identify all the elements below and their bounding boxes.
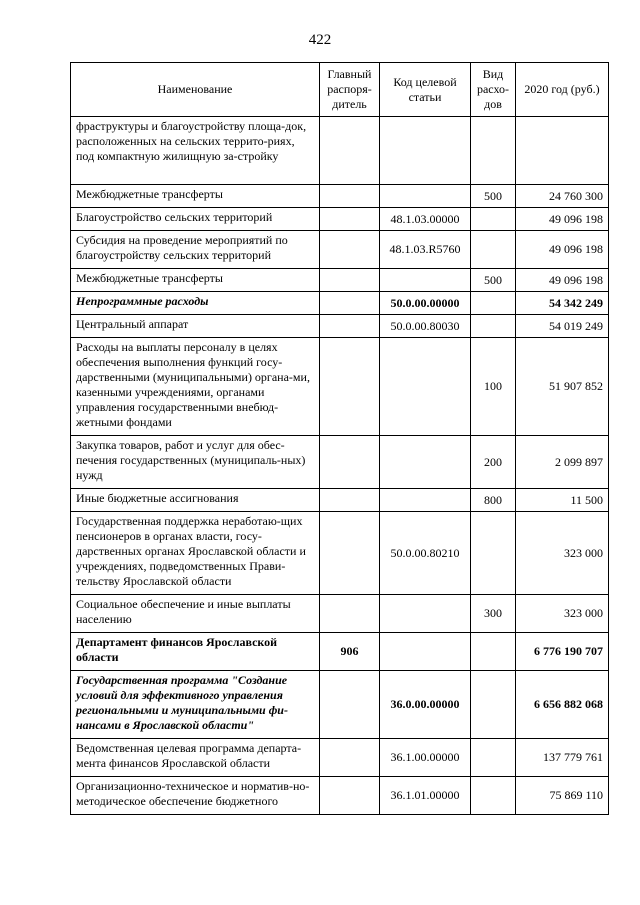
row-type: 200 (471, 436, 516, 489)
row-manager (320, 777, 380, 815)
row-name: Государственная поддержка неработаю-щих пенсионеров в органах власти, госу-дарственных органах Ярославской области и учреждениях, подведомственных Прави-тельству Ярославской области (71, 512, 320, 595)
header-name: Наименование (71, 63, 320, 117)
row-amount: 75 869 110 (516, 777, 609, 815)
header-year-amount: 2020 год (руб.) (516, 63, 609, 117)
table-row (71, 292, 609, 315)
row-amount: 49 096 198 (516, 269, 609, 292)
budget-table (70, 62, 609, 815)
table-row (71, 595, 609, 633)
row-type (471, 117, 516, 185)
row-code (380, 269, 471, 292)
row-type (471, 671, 516, 739)
row-code: 50.0.00.80210 (380, 512, 471, 595)
row-manager (320, 489, 380, 512)
row-manager (320, 671, 380, 739)
row-name: Расходы на выплаты персоналу в целях обеспечения выполнения функций госу-дарственными (муниципальными) органа-ми, казенными учреждениями, органами управления государственными внебюд-жетными фондами (71, 338, 320, 436)
row-amount: 49 096 198 (516, 231, 609, 269)
row-type (471, 512, 516, 595)
row-amount: 323 000 (516, 595, 609, 633)
row-amount: 2 099 897 (516, 436, 609, 489)
row-amount: 11 500 (516, 489, 609, 512)
row-name: Ведомственная целевая программа департа-мента финансов Ярославской области (71, 739, 320, 777)
row-manager: 906 (320, 633, 380, 671)
row-type (471, 231, 516, 269)
row-type (471, 208, 516, 231)
table-row (71, 633, 609, 671)
row-amount: 49 096 198 (516, 208, 609, 231)
row-code: 36.1.00.00000 (380, 739, 471, 777)
table-row (71, 208, 609, 231)
row-type (471, 739, 516, 777)
row-name: Закупка товаров, работ и услуг для обес-печения государственных (муниципаль-ных) нужд (71, 436, 320, 489)
row-manager (320, 315, 380, 338)
table-row (71, 185, 609, 208)
header-main-manager: Главный распоря-дитель (320, 63, 380, 117)
row-amount: 137 779 761 (516, 739, 609, 777)
row-amount: 51 907 852 (516, 338, 609, 436)
row-amount: 54 342 249 (516, 292, 609, 315)
table-row (71, 436, 609, 489)
row-name: Организационно-техническое и норматив-но-методическое обеспечение бюджетного (71, 777, 320, 815)
row-name: Департамент финансов Ярославской области (71, 633, 320, 671)
row-name: фраструктуры и благоустройству площа-док, расположенных на сельских террито-риях, под компактную жилищную за-стройку (71, 117, 320, 185)
row-manager (320, 208, 380, 231)
row-manager (320, 436, 380, 489)
row-name: Государственная программа "Создание условий для эффективного управления региональными и муниципальными фи-нансами в Ярославской области" (71, 671, 320, 739)
row-amount: 6 656 882 068 (516, 671, 609, 739)
row-amount (516, 117, 609, 185)
row-code: 50.0.00.80030 (380, 315, 471, 338)
row-code (380, 595, 471, 633)
row-code: 36.1.01.00000 (380, 777, 471, 815)
table-row (71, 338, 609, 436)
table-row (71, 269, 609, 292)
row-name: Благоустройство сельских территорий (71, 208, 320, 231)
row-code: 48.1.03.00000 (380, 208, 471, 231)
table-row (71, 231, 609, 269)
table-row (71, 739, 609, 777)
row-name: Непрограммные расходы (71, 292, 320, 315)
table-row (71, 315, 609, 338)
table-row (71, 512, 609, 595)
row-code (380, 633, 471, 671)
row-type: 500 (471, 269, 516, 292)
row-manager (320, 595, 380, 633)
row-type: 100 (471, 338, 516, 436)
row-manager (320, 338, 380, 436)
row-name: Межбюджетные трансферты (71, 185, 320, 208)
row-code (380, 117, 471, 185)
row-manager (320, 292, 380, 315)
row-amount: 24 760 300 (516, 185, 609, 208)
row-name: Межбюджетные трансферты (71, 269, 320, 292)
table-header-row (71, 63, 609, 117)
page-number: 422 (308, 32, 332, 48)
table-row (71, 489, 609, 512)
row-code (380, 489, 471, 512)
row-type (471, 292, 516, 315)
row-code (380, 185, 471, 208)
row-code: 48.1.03.R5760 (380, 231, 471, 269)
row-name: Иные бюджетные ассигнования (71, 489, 320, 512)
row-amount: 323 000 (516, 512, 609, 595)
row-code: 36.0.00.00000 (380, 671, 471, 739)
header-expense-type: Вид расхо-дов (471, 63, 516, 117)
row-manager (320, 269, 380, 292)
header-target-code: Код целевой статьи (380, 63, 471, 117)
row-type: 500 (471, 185, 516, 208)
row-manager (320, 739, 380, 777)
row-type (471, 777, 516, 815)
row-code (380, 338, 471, 436)
table-row (71, 117, 609, 185)
row-code: 50.0.00.00000 (380, 292, 471, 315)
row-type (471, 633, 516, 671)
row-type: 800 (471, 489, 516, 512)
row-manager (320, 231, 380, 269)
row-manager (320, 185, 380, 208)
row-type: 300 (471, 595, 516, 633)
table-row (71, 671, 609, 739)
table-row (71, 777, 609, 815)
row-name: Центральный аппарат (71, 315, 320, 338)
row-name: Социальное обеспечение и иные выплаты населению (71, 595, 320, 633)
row-name: Субсидия на проведение мероприятий по благоустройству сельских территорий (71, 231, 320, 269)
row-amount: 54 019 249 (516, 315, 609, 338)
row-code (380, 436, 471, 489)
row-type (471, 315, 516, 338)
row-amount: 6 776 190 707 (516, 633, 609, 671)
row-manager (320, 117, 380, 185)
row-manager (320, 512, 380, 595)
